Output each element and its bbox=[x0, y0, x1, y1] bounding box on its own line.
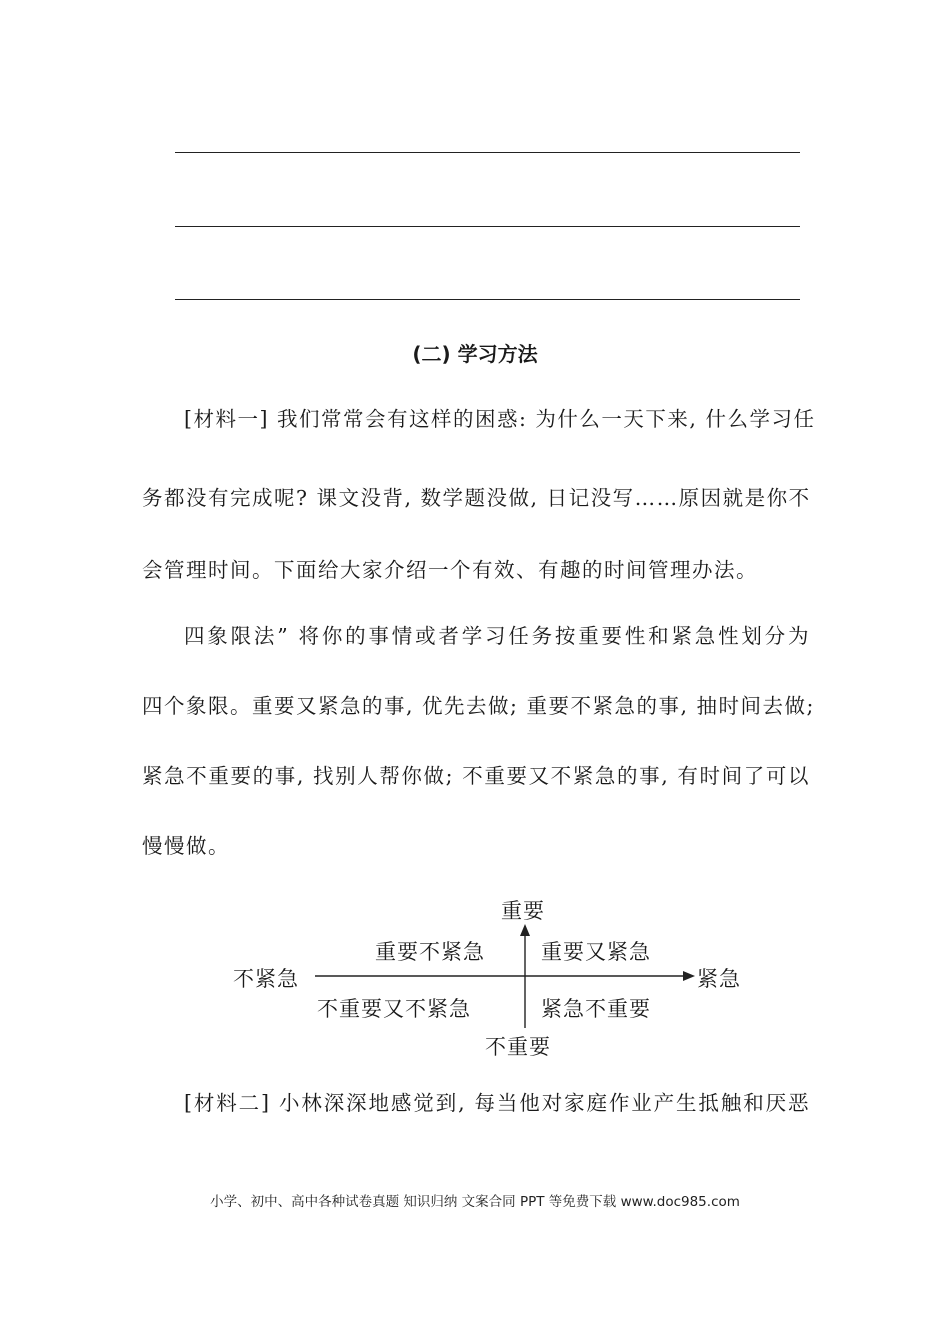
axis-label-important: 重要 bbox=[501, 899, 545, 923]
quadrant-not-important-not-urgent: 不重要又不紧急 bbox=[317, 997, 471, 1021]
answer-line-1[interactable] bbox=[175, 152, 800, 153]
material1-line-2: 务都没有完成呢? 课文没背, 数学题没做, 日记没写……原因就是你不 bbox=[142, 486, 811, 510]
four-quadrant-diagram bbox=[225, 890, 755, 1065]
footer-text: 小学、初中、高中各种试卷真题 知识归纳 文案合同 PPT 等免费下载 www.doc985.com bbox=[210, 1194, 740, 1210]
right-arrowhead-icon bbox=[683, 971, 695, 981]
section-title: (二) 学习方法 bbox=[412, 342, 538, 366]
method-line-3: 紧急不重要的事, 找别人帮你做; 不重要又不紧急的事, 有时间了可以 bbox=[142, 764, 810, 788]
quadrant-urgent-not-important: 紧急不重要 bbox=[541, 997, 651, 1021]
answer-line-2[interactable] bbox=[175, 226, 800, 227]
axis-label-urgent: 紧急 bbox=[697, 967, 741, 991]
quadrant-important-not-urgent: 重要不紧急 bbox=[375, 940, 485, 964]
quadrant-important-and-urgent: 重要又紧急 bbox=[541, 940, 651, 964]
method-line-1: 四象限法” 将你的事情或者学习任务按重要性和紧急性划分为 bbox=[184, 624, 810, 648]
material2-line-1: [材料二] 小林深深地感觉到, 每当他对家庭作业产生抵触和厌恶 bbox=[184, 1091, 810, 1115]
axis-label-not-important: 不重要 bbox=[485, 1035, 551, 1059]
material1-line-1: [材料一] 我们常常会有这样的困惑: 为什么一天下来, 什么学习任 bbox=[184, 407, 816, 431]
up-arrowhead-icon bbox=[520, 924, 530, 936]
answer-line-3[interactable] bbox=[175, 299, 800, 300]
method-line-4: 慢慢做。 bbox=[142, 834, 230, 858]
material1-line-3: 会管理时间。下面给大家介绍一个有效、有趣的时间管理办法。 bbox=[142, 558, 758, 582]
axis-label-not-urgent: 不紧急 bbox=[233, 967, 299, 991]
method-line-2: 四个象限。重要又紧急的事, 优先去做; 重要不紧急的事, 抽时间去做; bbox=[142, 694, 815, 718]
